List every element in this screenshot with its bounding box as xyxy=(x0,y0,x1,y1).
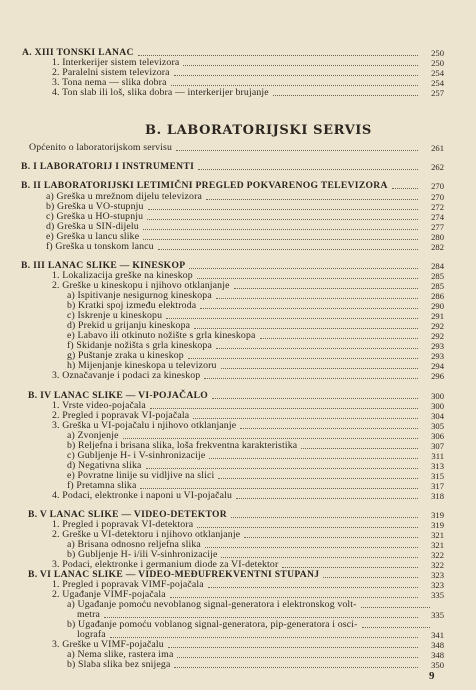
dot-leader xyxy=(273,95,418,96)
toc-page-number: 350 xyxy=(431,660,444,670)
toc-page-number: 322 xyxy=(431,560,444,570)
toc-entry xyxy=(0,370,476,382)
toc-page-number: 257 xyxy=(431,88,444,98)
toc-entry-title: Općenito o laboratorijskom servisu xyxy=(29,142,173,153)
toc-page-number: 321 xyxy=(431,530,444,540)
toc-entry-title: 1. Vrste video-pojačala xyxy=(52,400,146,411)
toc-entry xyxy=(0,241,476,253)
dot-leader xyxy=(150,408,418,409)
toc-page-number: 293 xyxy=(431,351,444,361)
dot-leader xyxy=(104,617,418,618)
toc-entry-title: 1. Pregled i popravak VI-detektora xyxy=(52,519,194,530)
toc-page-number: 280 xyxy=(431,232,444,242)
toc-page-number: 348 xyxy=(431,650,444,660)
section-b-title: B. LABORATORIJSKI SERVIS xyxy=(145,123,372,138)
toc-entry-title: 1. Interkerijer sistem televizora xyxy=(52,57,180,68)
toc-entry-title: 4. Podaci, elektronke i naponi u VI-pojačalu xyxy=(52,490,232,501)
toc-page-number: 277 xyxy=(431,222,444,232)
toc-page-number: 291 xyxy=(431,311,444,321)
dot-leader xyxy=(197,278,418,279)
dot-leader xyxy=(212,398,418,399)
toc-entry-title: e) Labavo ili otkinuto nožište s grla kineskopa xyxy=(67,330,256,341)
dot-leader xyxy=(148,209,418,210)
dot-leader xyxy=(361,607,430,608)
dot-leader xyxy=(189,268,418,269)
toc-page-number: 319 xyxy=(431,510,444,520)
toc-page-number: 254 xyxy=(431,78,444,88)
dot-leader xyxy=(177,657,418,658)
dot-leader xyxy=(231,517,418,518)
toc-entry-title: 1. Lokalizacija greške na kineskop xyxy=(52,270,193,281)
toc-page-number: 294 xyxy=(431,361,444,371)
toc-entry-title: 2. Paralelni sistem televizora xyxy=(52,67,170,78)
toc-entry-title: 3. Podaci, elektronke i germanium diode za VI-detektor xyxy=(52,559,279,570)
toc-entry-title: B. IV LANAC SLIKE — VI-POJAČALO xyxy=(28,390,209,401)
toc-page-number: 305 xyxy=(431,421,444,431)
dot-leader xyxy=(143,229,418,230)
dot-leader xyxy=(193,418,418,419)
dot-leader xyxy=(236,498,418,499)
dot-leader xyxy=(140,488,418,489)
toc-page-number: 250 xyxy=(431,58,444,68)
toc-page-number: 274 xyxy=(431,212,444,222)
toc-entry-title: 2. Greške u kineskopu i njihovo otklanjanje xyxy=(52,280,230,291)
dot-leader xyxy=(323,577,418,578)
toc-page-number: 292 xyxy=(431,321,444,331)
toc-page-number: 284 xyxy=(431,261,444,271)
toc-entry-title: b) Greška u VO-stupnju xyxy=(46,201,144,212)
toc-entry-title: d) Prekid u grijanju kineskopa xyxy=(67,320,191,331)
dot-leader xyxy=(260,338,418,339)
dot-leader xyxy=(221,368,418,369)
page-number: 9 xyxy=(429,670,435,682)
toc-entry-title: 4. Ton slab ili loš, slika dobra — interkerijer brujanje xyxy=(52,87,269,98)
dot-leader xyxy=(166,318,418,319)
toc-entry-title: b) Kratki spoj između elektroda xyxy=(67,300,197,311)
dot-leader xyxy=(168,647,418,648)
dot-leader xyxy=(194,328,418,329)
toc-page-number: 300 xyxy=(431,391,444,401)
toc-page-number: 335 xyxy=(431,610,444,620)
toc-page-number: 254 xyxy=(431,68,444,78)
dot-leader xyxy=(183,65,418,66)
toc-entry-title: b) Gubljenje H- i/ili V-sinhronizacije xyxy=(67,549,218,560)
dot-leader xyxy=(216,348,418,349)
toc-page-number: 322 xyxy=(431,550,444,560)
dot-leader xyxy=(282,567,418,568)
toc-page-number: 270 xyxy=(431,181,444,191)
toc-entry-title: 2. Ugađanje VIMF-pojačala xyxy=(52,589,166,600)
toc-page-number: 348 xyxy=(431,640,444,650)
dot-leader xyxy=(218,478,418,479)
dot-leader xyxy=(138,55,418,56)
toc-page-number: 282 xyxy=(431,242,444,252)
toc-page-number: 311 xyxy=(431,451,444,461)
dot-leader xyxy=(206,199,418,200)
toc-entry-title: b) Ugađanje pomoću voblanog signal-generatora, pip-generatora i osci- xyxy=(67,619,358,630)
toc-page-number: 261 xyxy=(431,143,444,153)
dot-leader xyxy=(200,308,418,309)
toc-entry-title: 3. Greška u VI-pojačalu i njihovo otklanjanje xyxy=(52,420,237,431)
toc-entry-title: metra xyxy=(77,609,101,620)
dot-leader xyxy=(301,448,418,449)
toc-page-number: 313 xyxy=(431,461,444,471)
toc-entry xyxy=(0,87,476,99)
toc-entry-title: B. V LANAC SLIKE — VIDEO-DETEKTOR xyxy=(28,509,227,520)
toc-entry-title: h) Mijenjanje kineskopa u televizoru xyxy=(67,360,217,371)
toc-page-number: 315 xyxy=(431,471,444,481)
dot-leader xyxy=(146,468,418,469)
toc-entry-title: 1. Pregled i popravak VIMF-pojačala xyxy=(52,579,204,590)
toc-entry-title: c) Greška u HO-stupnju xyxy=(46,211,144,222)
dot-leader xyxy=(392,188,418,189)
dot-leader xyxy=(188,358,418,359)
toc-entry-title: f) Greška u tonskom lancu xyxy=(46,241,154,252)
toc-page-number: 304 xyxy=(431,411,444,421)
toc-chapter-heading xyxy=(0,161,476,173)
toc-entry-title: c) Iskrenje u kineskopu xyxy=(67,310,163,321)
toc-entry-title: a) Greška u mrežnom dijelu televizora xyxy=(46,191,202,202)
dot-leader xyxy=(209,458,418,459)
toc-entry-title: b) Reljefna i brisana slika, loša frekventna karakteristika xyxy=(67,440,298,451)
toc-entry-title: 2. Pregled i popravak VI-pojačala xyxy=(52,410,190,421)
dot-leader xyxy=(174,667,418,668)
toc-entry xyxy=(0,659,476,671)
toc-page-number: 285 xyxy=(431,271,444,281)
dot-leader xyxy=(170,597,418,598)
toc-entry xyxy=(0,490,476,502)
toc-page-number: 321 xyxy=(431,540,444,550)
toc-entry-title: c) Gubljenje H- i V-sinhronizacije xyxy=(67,450,206,461)
toc-page-number: 307 xyxy=(431,441,444,451)
toc-entry-title: 3. Označavanje i podaci za kineskop xyxy=(52,370,201,381)
toc-entry-title: lografa xyxy=(77,629,106,640)
toc-page-number: 285 xyxy=(431,281,444,291)
toc-entry-title: f) Skidanje nožišta s grla kineskopa xyxy=(67,340,212,351)
toc-page-number: 323 xyxy=(431,570,444,580)
toc-page-number: 306 xyxy=(431,431,444,441)
toc-page-number: 318 xyxy=(431,491,444,501)
toc-entry-title: a) Brisana odnosno reljefna slika xyxy=(67,539,201,550)
dot-leader xyxy=(110,637,418,638)
toc-page-number: 341 xyxy=(431,630,444,640)
toc-entry-title: a) Zvonjenje xyxy=(67,430,119,441)
dot-leader xyxy=(362,627,430,628)
toc-entry-title: g) Puštanje zraka u kineskop xyxy=(67,350,184,361)
dot-leader xyxy=(198,169,418,170)
dot-leader xyxy=(143,239,418,240)
dot-leader xyxy=(171,85,418,86)
dot-leader xyxy=(208,587,418,588)
toc-entry-title: e) Greška u lancu slike xyxy=(46,231,140,242)
toc-entry-title: f) Pretamna slika xyxy=(67,480,137,491)
dot-leader xyxy=(176,150,418,151)
toc-page-number: 292 xyxy=(431,331,444,341)
dot-leader xyxy=(216,298,418,299)
toc-entry xyxy=(0,142,476,154)
dot-leader xyxy=(197,527,418,528)
toc-entry-title: A. XIII TONSKI LANAC xyxy=(22,47,134,58)
toc-page-number: 319 xyxy=(431,520,444,530)
toc-entry-title: B. III LANAC SLIKE — KINESKOP xyxy=(21,260,186,271)
toc-entry-title: d) Greška u SIN-dijelu xyxy=(46,221,139,232)
toc-entry-title: b) Slaba slika bez snijega xyxy=(67,659,171,670)
toc-page-number: 317 xyxy=(431,481,444,491)
toc-entry-title: 3. Greške u VIMF-pojačalu xyxy=(52,639,164,650)
toc-entry-title: d) Negativna slika xyxy=(67,460,142,471)
toc-page-number: 250 xyxy=(431,48,444,58)
toc-page-number: 272 xyxy=(431,202,444,212)
toc-page-number: 296 xyxy=(431,371,444,381)
dot-leader xyxy=(205,547,418,548)
toc-page-number: 335 xyxy=(431,590,444,600)
dot-leader xyxy=(234,288,418,289)
toc-entry-title: a) Nema slike, rastera ima xyxy=(67,649,174,660)
dot-leader xyxy=(174,75,418,76)
toc-page-number: 323 xyxy=(431,580,444,590)
toc-entry-title: B. I LABORATORIJ I INSTRUMENTI xyxy=(21,161,195,172)
toc-entry-title: a) Ispitivanje nesigurnog kineskopa xyxy=(67,290,212,301)
toc-entry-title: 3. Tona nema — slika dobra xyxy=(52,77,167,88)
dot-leader xyxy=(158,249,418,250)
dot-leader xyxy=(221,557,418,558)
dot-leader xyxy=(244,537,418,538)
toc-page-number: 300 xyxy=(431,401,444,411)
toc-entry-title: a) Ugađanje pomoću nevoblanog signal-generatora i elektronskog volt- xyxy=(67,599,357,610)
toc-entry-title: B. VI LANAC SLIKE — VIDEO-MEĐUFREKVENTNI STUPANJ xyxy=(28,569,320,580)
dot-leader xyxy=(123,438,418,439)
toc-entry-title: e) Povratne linije su vidljive na slici xyxy=(67,470,215,481)
dot-leader xyxy=(147,219,418,220)
toc-entry-title: B. II LABORATORIJSKI LETIMIČNI PREGLED POKVARENOG TELEVIZORA xyxy=(21,180,388,191)
dot-leader xyxy=(204,378,418,379)
toc-page-number: 270 xyxy=(431,192,444,202)
toc-page-number: 262 xyxy=(431,162,444,172)
toc-page-number: 286 xyxy=(431,291,444,301)
toc-entry-title: 2. Greške u VI-detektoru i njihovo otklanjanje xyxy=(52,529,241,540)
toc-page-number: 290 xyxy=(431,301,444,311)
dot-leader xyxy=(240,428,418,429)
toc-page-number: 293 xyxy=(431,341,444,351)
